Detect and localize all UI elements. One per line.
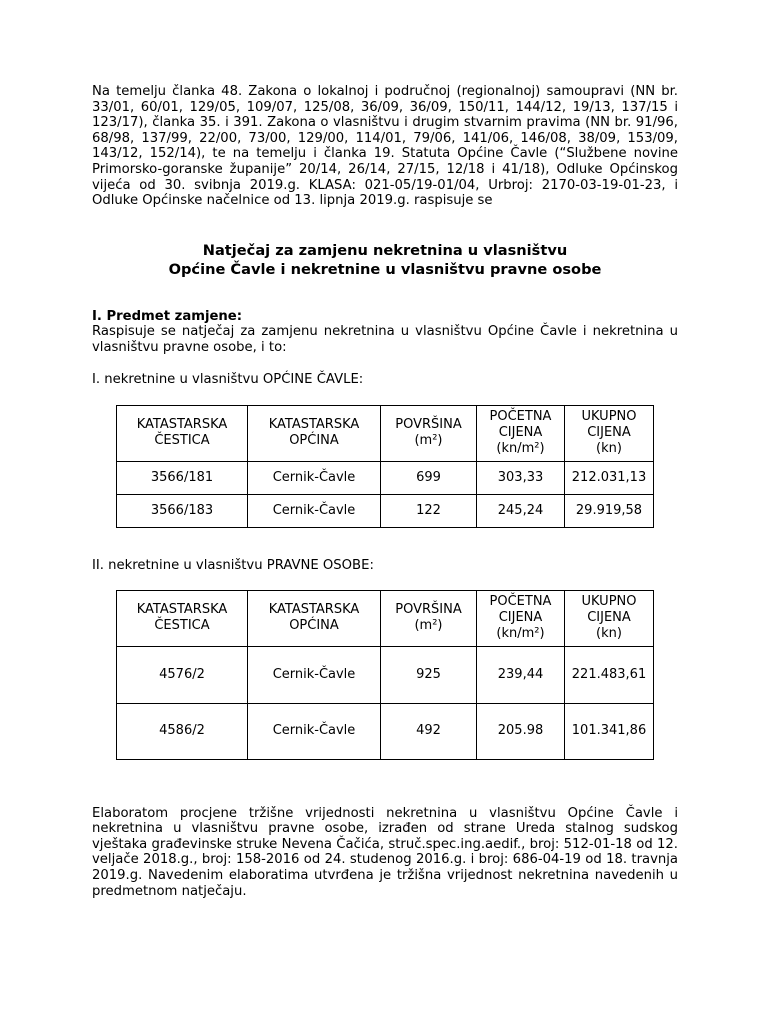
header-katastarska-cestica: KATASTARSKA ČESTICA xyxy=(117,405,248,461)
section-heading: I. Predmet zamjene: xyxy=(92,308,243,324)
cell-cestica: 4576/2 xyxy=(117,646,248,703)
table-row xyxy=(117,494,654,527)
header-ukupno-cijena: UKUPNO CIJENA (kn) xyxy=(565,405,654,461)
header-ukupno-cijena: UKUPNO CIJENA (kn) xyxy=(565,590,654,646)
table-row xyxy=(117,646,654,703)
cell-cestica: 3566/181 xyxy=(117,461,248,494)
cell-povrsina: 492 xyxy=(381,703,477,759)
spacer xyxy=(92,209,678,241)
cell-cijena: 245,24 xyxy=(477,494,565,527)
cell-ukupno: 221.483,61 xyxy=(565,646,654,703)
cell-opcina: Cernik-Čavle xyxy=(248,646,381,703)
spacer xyxy=(92,760,678,806)
table-row xyxy=(117,461,654,494)
spacer xyxy=(92,279,678,309)
spacer xyxy=(92,528,678,558)
header-pocetna-cijena: POČETNA CIJENA (kn/m²) xyxy=(477,405,565,461)
spacer xyxy=(92,356,678,372)
table-row xyxy=(117,703,654,759)
cell-opcina: Cernik-Čavle xyxy=(248,494,381,527)
cell-povrsina: 699 xyxy=(381,461,477,494)
cell-povrsina: 122 xyxy=(381,494,477,527)
table2-label: II. nekretnine u vlasništvu PRAVNE OSOBE: xyxy=(92,557,374,573)
header-katastarska-opcina: KATASTARSKA OPĆINA xyxy=(248,590,381,646)
cell-ukupno: 101.341,86 xyxy=(565,703,654,759)
table-opcina-cavle xyxy=(116,405,654,528)
document-title-line-2: Općine Čavle i nekretnine u vlasništvu pravne osobe xyxy=(168,260,602,278)
table-header-row xyxy=(117,405,654,461)
cell-povrsina: 925 xyxy=(381,646,477,703)
section-text: Raspisuje se natječaj za zamjenu nekretnina u vlasništvu Općine Čavle i nekretnina u vlasništvu pravne osobe, i to: xyxy=(92,324,678,355)
header-povrsina: POVRŠINA (m²) xyxy=(381,405,477,461)
document-page xyxy=(92,84,678,899)
cell-opcina: Cernik-Čavle xyxy=(248,461,381,494)
table-pravne-osobe xyxy=(116,590,654,760)
header-pocetna-cijena: POČETNA CIJENA (kn/m²) xyxy=(477,590,565,646)
table1-label: I. nekretnine u vlasništvu OPĆINE ČAVLE: xyxy=(92,371,364,387)
spacer xyxy=(92,388,678,405)
table-header-row xyxy=(117,590,654,646)
closing-paragraph: Elaboratom procjene tržišne vrijednosti nekretnina u vlasništvu Općine Čavle i nekretnina u vlasništvu pravne osobe, izrađen od strane Ureda stalnog sudskog vještaka građevinske struke Nevena Čačića, struč.spec.ing.aedif., broj: 512-01-18 od 12. veljače 2018.g., broj: 158-2016 od 24. studenog 2016.g. i broj: 686-04-19 od 18. travnja 2019.g. Navedenim elaboratima utvrđena je tržišna vrijednost nekretnina navedenih u predmetnom natječaju. xyxy=(92,805,678,899)
cell-cestica: 4586/2 xyxy=(117,703,248,759)
cell-cestica: 3566/183 xyxy=(117,494,248,527)
cell-cijena: 239,44 xyxy=(477,646,565,703)
cell-cijena: 205.98 xyxy=(477,703,565,759)
cell-opcina: Cernik-Čavle xyxy=(248,703,381,759)
document-title-line-1: Natječaj za zamjenu nekretnina u vlasništvu xyxy=(202,241,568,259)
header-katastarska-opcina: KATASTARSKA OPĆINA xyxy=(248,405,381,461)
header-povrsina: POVRŠINA (m²) xyxy=(381,590,477,646)
spacer xyxy=(92,574,678,590)
intro-paragraph: Na temelju članka 48. Zakona o lokalnoj i područnoj (regionalnoj) samoupravi (NN br. 33/01, 60/01, 129/05, 109/07, 125/08, 36/09, 36/09, 150/11, 144/12, 19/13, 137/15 i 123/17), članka 35. i 391. Zakona o vlasništvu i drugim stvarnim pravima (NN br. 91/96, 68/98, 137/99, 22/00, 73/00, 129/00, 114/01, 79/06, 141/06, 146/08, 38/09, 153/09, 143/12, 152/14), te na temelju i članka 19. Statuta Općine Čavle (“Službene novine Primorsko-goranske županije” 20/14, 26/14, 27/15, 12/18 i 41/18), Odluke Općinskog vijeća od 30. svibnja 2019.g. KLASA: 021-05/19-01/04, Urbroj: 2170-03-19-01-23, i Odluke Općinske načelnice od 13. lipnja 2019.g. raspisuje se xyxy=(92,84,678,209)
cell-cijena: 303,33 xyxy=(477,461,565,494)
cell-ukupno: 29.919,58 xyxy=(565,494,654,527)
header-katastarska-cestica: KATASTARSKA ČESTICA xyxy=(117,590,248,646)
cell-ukupno: 212.031,13 xyxy=(565,461,654,494)
